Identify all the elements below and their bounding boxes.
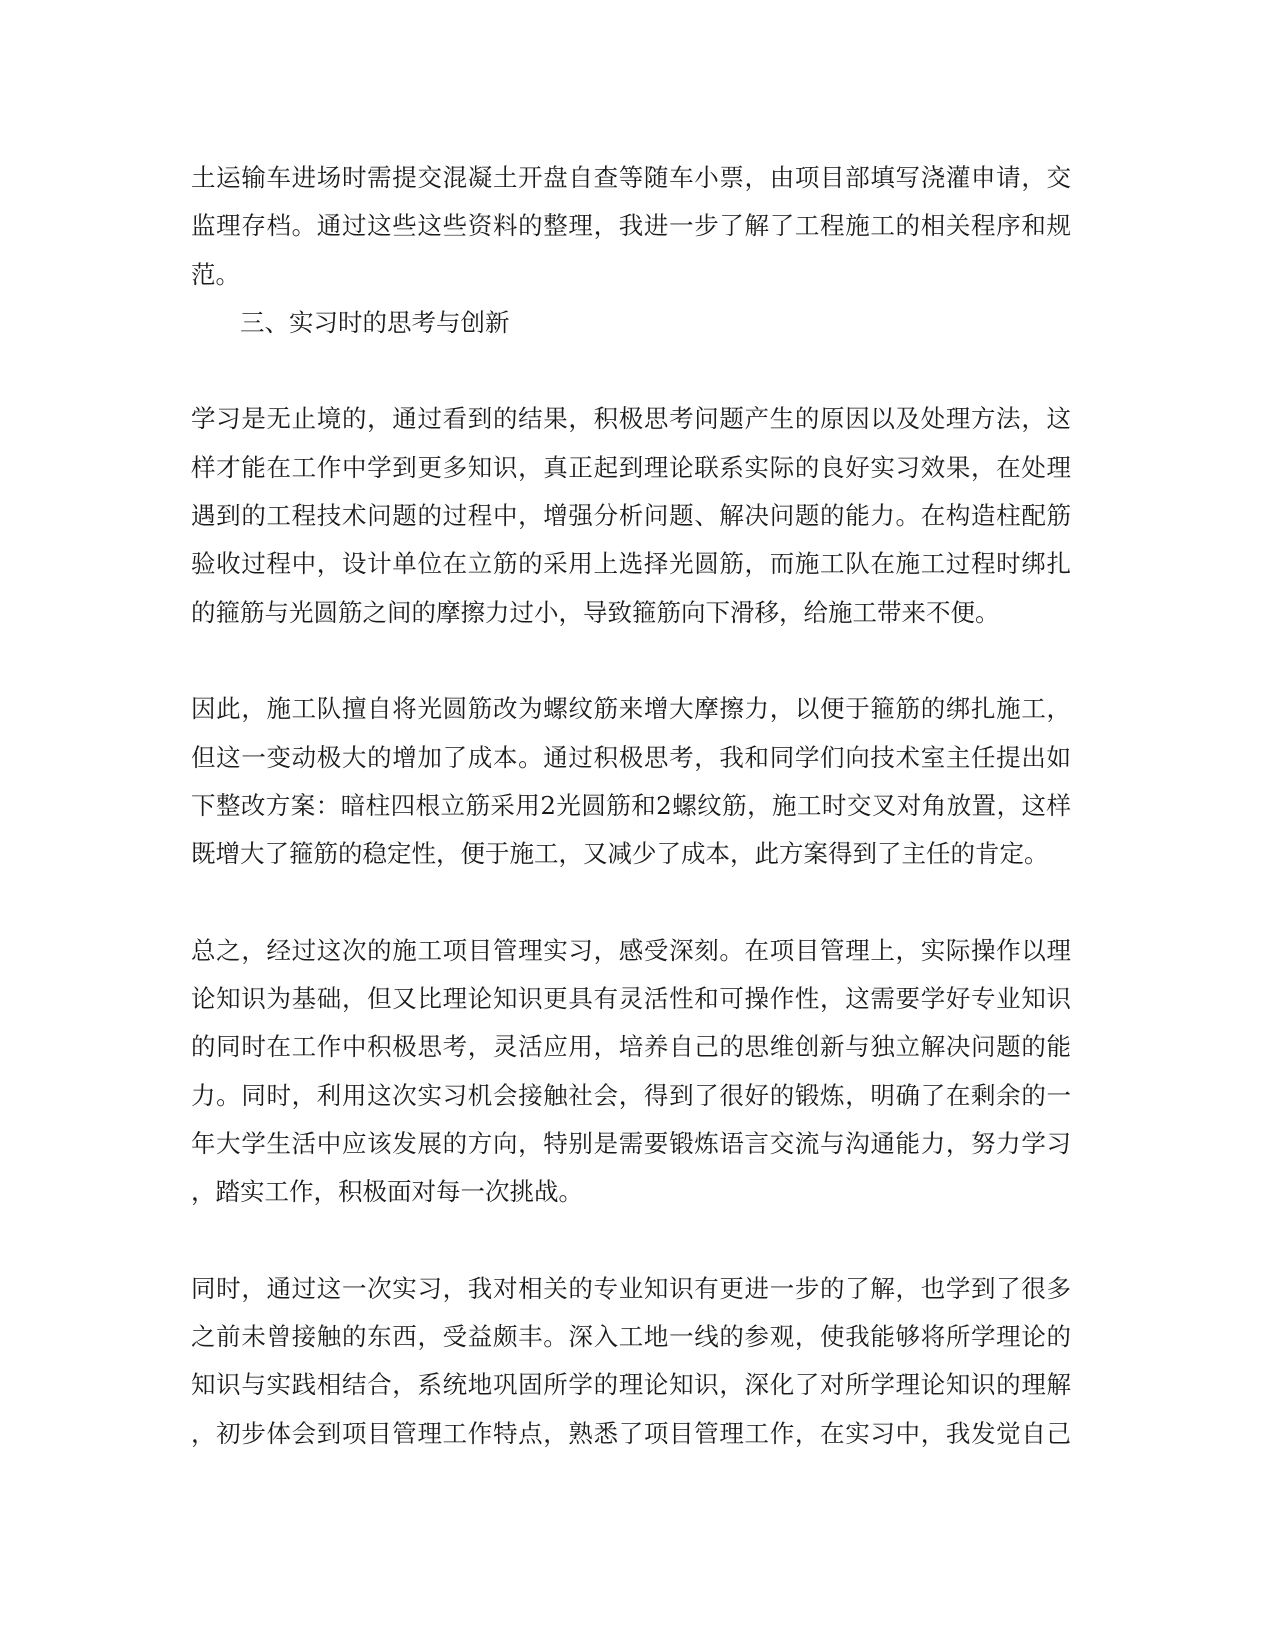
text-line: 年大学生活中应该发展的方向，特别是需要锻炼语言交流与沟通能力，努力学习	[191, 1128, 1071, 1158]
text-line: 论知识为基础，但又比理论知识更具有灵活性和可操作性，这需要学好专业知识	[191, 984, 1071, 1014]
text-line: 学习是无止境的，通过看到的结果，积极思考问题产生的原因以及处理方法，这	[191, 404, 1071, 434]
paragraph-spacer	[191, 1217, 1071, 1265]
paragraph-spacer	[191, 347, 1071, 395]
text-line: 的箍筋与光圆筋之间的摩擦力过小，导致箍筋向下滑移，给施工带来不便。	[191, 597, 1000, 627]
text-line: 样才能在工作中学到更多知识，真正起到理论联系实际的良好实习效果，在处理	[191, 452, 1071, 482]
text-line: 同时，通过这一次实习，我对相关的专业知识有更进一步的了解，也学到了很多	[191, 1273, 1071, 1303]
text-line: 知识与实践相结合，系统地巩固所学的理论知识，深化了对所学理论知识的理解	[191, 1370, 1071, 1400]
text-line: 的同时在工作中积极思考，灵活应用，培养自己的思维创新与独立解决问题的能	[191, 1032, 1071, 1062]
text-line: 验收过程中，设计单位在立筋的采用上选择光圆筋，而施工队在施工过程时绑扎	[191, 549, 1071, 579]
paragraph-spacer	[191, 637, 1071, 685]
text-line: 下整改方案：暗柱四根立筋采用2光圆筋和2螺纹筋，施工时交叉对角放置，这样	[191, 790, 1071, 820]
text-line: 总之，经过这次的施工项目管理实习，感受深刻。在项目管理上，实际操作以理	[191, 935, 1071, 965]
text-line: ，踏实工作，积极面对每一次挑战。	[191, 1177, 583, 1207]
text-line: 监理存档。通过这些这些资料的整理，我进一步了解了工程施工的相关程序和规	[191, 211, 1071, 241]
text-line: 既增大了箍筋的稳定性，便于施工，又减少了成本，此方案得到了主任的肯定。	[191, 839, 1049, 869]
text-line: 范。	[191, 259, 240, 289]
document-body	[191, 154, 1071, 1458]
text-line: 之前未曾接触的东西，受益颇丰。深入工地一线的参观，使我能够将所学理论的	[191, 1322, 1071, 1352]
section-heading: 三、实习时的思考与创新	[240, 307, 510, 337]
text-line: 但这一变动极大的增加了成本。通过积极思考，我和同学们向技术室主任提出如	[191, 742, 1071, 772]
text-line: 遇到的工程技术问题的过程中，增强分析问题、解决问题的能力。在构造柱配筋	[191, 501, 1071, 531]
text-line: 土运输车进场时需提交混凝土开盘自查等随车小票，由项目部填写浇灌申请，交	[191, 163, 1071, 192]
text-line: ，初步体会到项目管理工作特点，熟悉了项目管理工作，在实习中，我发觉自己	[191, 1418, 1071, 1448]
paragraph-spacer	[191, 878, 1071, 926]
text-line: 因此，施工队擅自将光圆筋改为螺纹筋来增大摩擦力，以便于箍筋的绑扎施工，	[191, 694, 1071, 724]
text-line: 力。同时，利用这次实习机会接触社会，得到了很好的锻炼，明确了在剩余的一	[191, 1080, 1071, 1110]
